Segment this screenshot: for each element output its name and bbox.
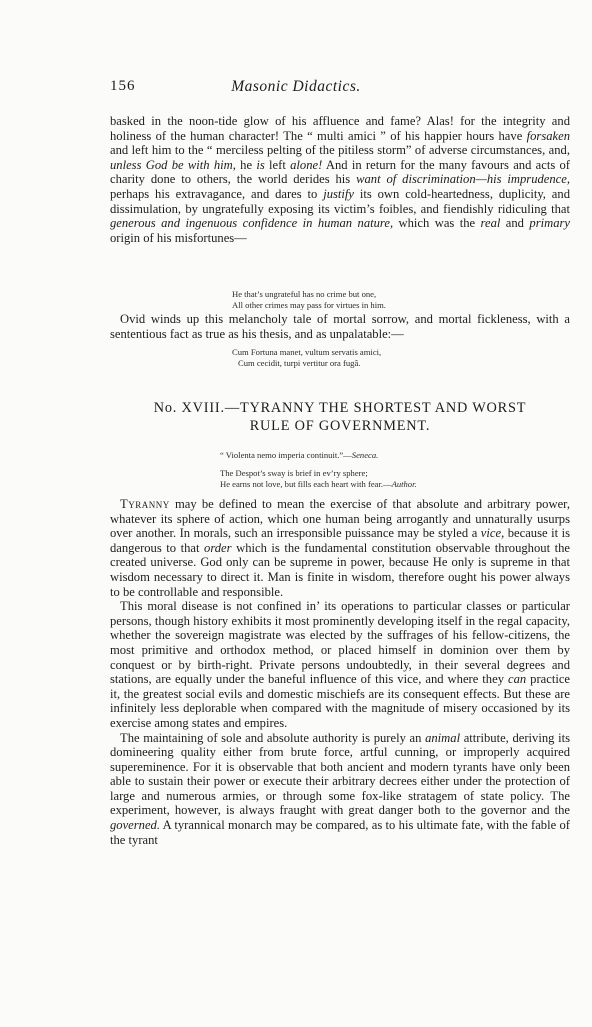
verse-quote-english [232,289,386,310]
section-heading-line: RULE OF GOVERNMENT. [249,418,431,434]
epigraph-source: Author. [391,478,417,489]
section-heading-line: No. XVIII.—TYRANNY THE SHORTEST AND WORST [153,400,527,416]
epigraph-text: “ Violenta nemo imperia continuit.”— [220,450,352,460]
paragraph-2: Ovid winds up this melancholy tale of mortal sorrow, and mortal fickleness, with a sententious fact as true as his thesis, and as unpalatable:— [110,312,570,341]
verse-line: All other crimes may pass for virtues in him. [232,299,386,310]
section-heading [110,399,570,435]
page-header [0,78,592,100]
paragraph-3: Tyranny may be defined to mean the exercise of that absolute and arbitrary power, whatever its sphere of action, which one human being arrogantly and unnaturally usurps over another. In morals, such an irresponsible puissance may be styled a vice, because it is dangerous to that order which is the fundamental constitution observable throughout the created universe. God only can be supreme in power, because He only is supreme in that wisdom necessary to direct it. Man is finite in wisdom, therefore ought his power always to be controllable and responsible. [110,497,570,599]
epigraph-english [220,468,417,489]
paragraph-continuation [110,114,570,245]
section-body [110,497,570,847]
epigraph-line: He earns not love, but fills each heart with fear.— [220,478,392,489]
epigraph-source: Seneca. [351,450,379,460]
epigraph-line: The Despot’s sway is brief in ev’ry sphere; [220,468,368,478]
verse-quote-latin [232,347,381,368]
page-number: 156 [110,78,136,94]
lead-word: Tyranny [120,497,170,511]
epigraph-latin [220,450,378,461]
verse-line: He that’s ungrateful has no crime but one, [232,289,377,299]
running-title: Masonic Didactics. [231,78,361,95]
paragraph-ovid [110,312,570,341]
verse-line: Cum cecidit, turpi vertitur ora fugâ. [238,357,361,368]
paragraph-4: This moral disease is not confined in’ its operations to particular classes or particular persons, though history exhibits it most prominently developing itself in the regal capacity, whether the sovereign magistrate was elected by the suffrages of his fellow-citizens, the most primitive and orthodox method, or placed himself in dominion over them by conquest or by birth-right. Private persons undoubtedly, in their several degrees and stations, are equally under the baneful influence of this vice, and where they can practice it, the greatest social evils and domestic mischiefs are its consequent effects. But these are infinitely less deplorable when compared with the magnitude of misery occasioned by its exercise among states and empires. [110,599,571,730]
verse-line: Cum Fortuna manet, vultum servatis amici, [232,347,382,357]
paragraph-5: The maintaining of sole and absolute authority is purely an animal attribute, deriving its domineering quality either from brute force, artful cunning, or improperly acquired supereminence. For it is observable that both ancient and modern tyrants have only been able to sustain their power or execute their arbitrary decrees either under the protection of large and numerous armies, or through some fox-like stratagem of state policy. The experiment, however, is always fraught with great danger both to the governor and the governed. A tyrannical monarch may be compared, as to his ultimate fate, with the fable of the tyrant [110,730,570,847]
paragraph-1: basked in the noon-tide glow of his affluence and fame? Alas! for the integrity and holiness of the human character! The “ multi amici ” of his happier hours have forsaken and left him to the “ merciless pelting of the pitiless storm” of adverse circumstances, and, unless God be with him, he is left alone! And in return for the many favours and acts of charity done to others, the world derides his want of discrimination—his imprudence, perhaps his extravagance, and dares to justify its own cold-heartedness, duplicity, and dissimulation, by ungratefully exposing its victim’s foibles, and fiendishly ridiculing that generous and ingenuous confidence in human nature, which was the real and primary origin of his misfortunes— [110,114,571,245]
